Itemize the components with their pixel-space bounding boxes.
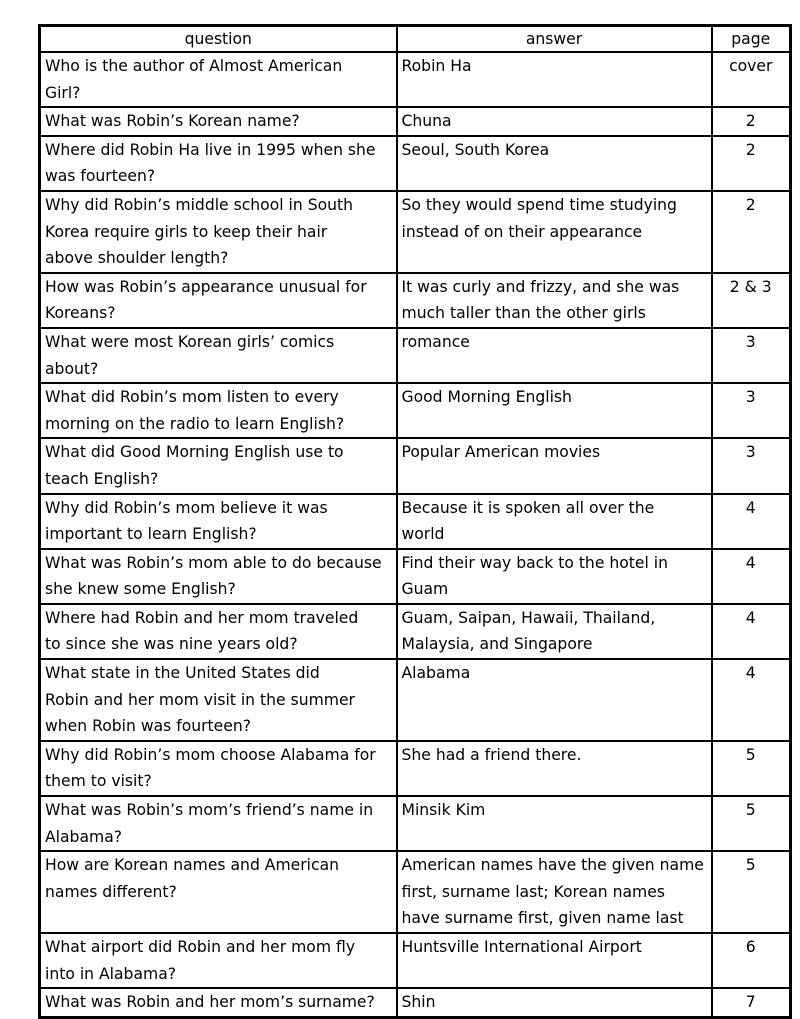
table-row <box>40 494 791 549</box>
question-cell: Where did Robin Ha live in 1995 when she was fourteen? <box>40 136 397 191</box>
question-cell: What state in the United States did Robin and her mom visit in the summer when Robin was fourteen? <box>40 659 397 741</box>
question-cell: How was Robin’s appearance unusual for Koreans? <box>40 273 397 328</box>
page-cell: 6 <box>712 933 791 988</box>
question-cell: What were most Korean girls’ comics about? <box>40 328 397 383</box>
table-row <box>40 273 791 328</box>
question-cell: What was Robin and her mom’s surname? <box>40 988 397 1017</box>
answer-cell: So they would spend time studying instead of on their appearance <box>397 191 712 273</box>
question-cell: What was Robin’s mom able to do because she knew some English? <box>40 549 397 604</box>
table-row <box>40 107 791 136</box>
table-row <box>40 741 791 796</box>
page-cell: 5 <box>712 851 791 933</box>
table-row <box>40 52 791 107</box>
header-answer: answer <box>397 26 712 53</box>
answer-cell: Chuna <box>397 107 712 136</box>
table-row <box>40 438 791 493</box>
page-cell: 3 <box>712 438 791 493</box>
page-cell: 4 <box>712 604 791 659</box>
page-cell: 5 <box>712 796 791 851</box>
question-cell: Who is the author of Almost American Girl? <box>40 52 397 107</box>
answer-cell: Minsik Kim <box>397 796 712 851</box>
answer-cell: Robin Ha <box>397 52 712 107</box>
question-cell: How are Korean names and American names different? <box>40 851 397 933</box>
answer-cell: Seoul, South Korea <box>397 136 712 191</box>
page-cell: 2 <box>712 107 791 136</box>
table-row <box>40 549 791 604</box>
page-cell: 4 <box>712 659 791 741</box>
question-cell: Why did Robin’s mom believe it was important to learn English? <box>40 494 397 549</box>
table-row <box>40 933 791 988</box>
header-row <box>40 26 791 53</box>
answer-cell: romance <box>397 328 712 383</box>
page-cell: 3 <box>712 328 791 383</box>
table-row <box>40 796 791 851</box>
page-cell: 3 <box>712 383 791 438</box>
page-cell: 4 <box>712 494 791 549</box>
question-cell: What did Good Morning English use to teach English? <box>40 438 397 493</box>
answer-cell: Good Morning English <box>397 383 712 438</box>
answer-cell: Shin <box>397 988 712 1017</box>
question-cell: What was Robin’s mom’s friend’s name in Alabama? <box>40 796 397 851</box>
page-cell: 2 <box>712 136 791 191</box>
header-question: question <box>40 26 397 53</box>
page-cell: 2 <box>712 191 791 273</box>
table-row <box>40 383 791 438</box>
page-cell: 7 <box>712 988 791 1017</box>
question-cell: Where had Robin and her mom traveled to since she was nine years old? <box>40 604 397 659</box>
answer-cell: Because it is spoken all over the world <box>397 494 712 549</box>
answer-cell: American names have the given name first, surname last; Korean names have surname first, given name last <box>397 851 712 933</box>
page-cell: 4 <box>712 549 791 604</box>
table-row <box>40 136 791 191</box>
question-cell: What airport did Robin and her mom fly into in Alabama? <box>40 933 397 988</box>
table-row <box>40 851 791 933</box>
qa-table <box>38 24 792 1019</box>
page-cell: cover <box>712 52 791 107</box>
question-cell: What did Robin’s mom listen to every morning on the radio to learn English? <box>40 383 397 438</box>
answer-cell: It was curly and frizzy, and she was much taller than the other girls <box>397 273 712 328</box>
answer-cell: Find their way back to the hotel in Guam <box>397 549 712 604</box>
answer-cell: She had a friend there. <box>397 741 712 796</box>
question-cell: What was Robin’s Korean name? <box>40 107 397 136</box>
answer-cell: Guam, Saipan, Hawaii, Thailand, Malaysia, and Singapore <box>397 604 712 659</box>
question-cell: Why did Robin’s middle school in South Korea require girls to keep their hair above shoulder length? <box>40 191 397 273</box>
answer-cell: Popular American movies <box>397 438 712 493</box>
table-row <box>40 604 791 659</box>
table-row <box>40 659 791 741</box>
table-row <box>40 191 791 273</box>
header-page: page <box>712 26 791 53</box>
answer-cell: Huntsville International Airport <box>397 933 712 988</box>
table-row <box>40 328 791 383</box>
answer-cell: Alabama <box>397 659 712 741</box>
page-cell: 5 <box>712 741 791 796</box>
page-cell: 2 & 3 <box>712 273 791 328</box>
question-cell: Why did Robin’s mom choose Alabama for them to visit? <box>40 741 397 796</box>
table-row <box>40 988 791 1017</box>
